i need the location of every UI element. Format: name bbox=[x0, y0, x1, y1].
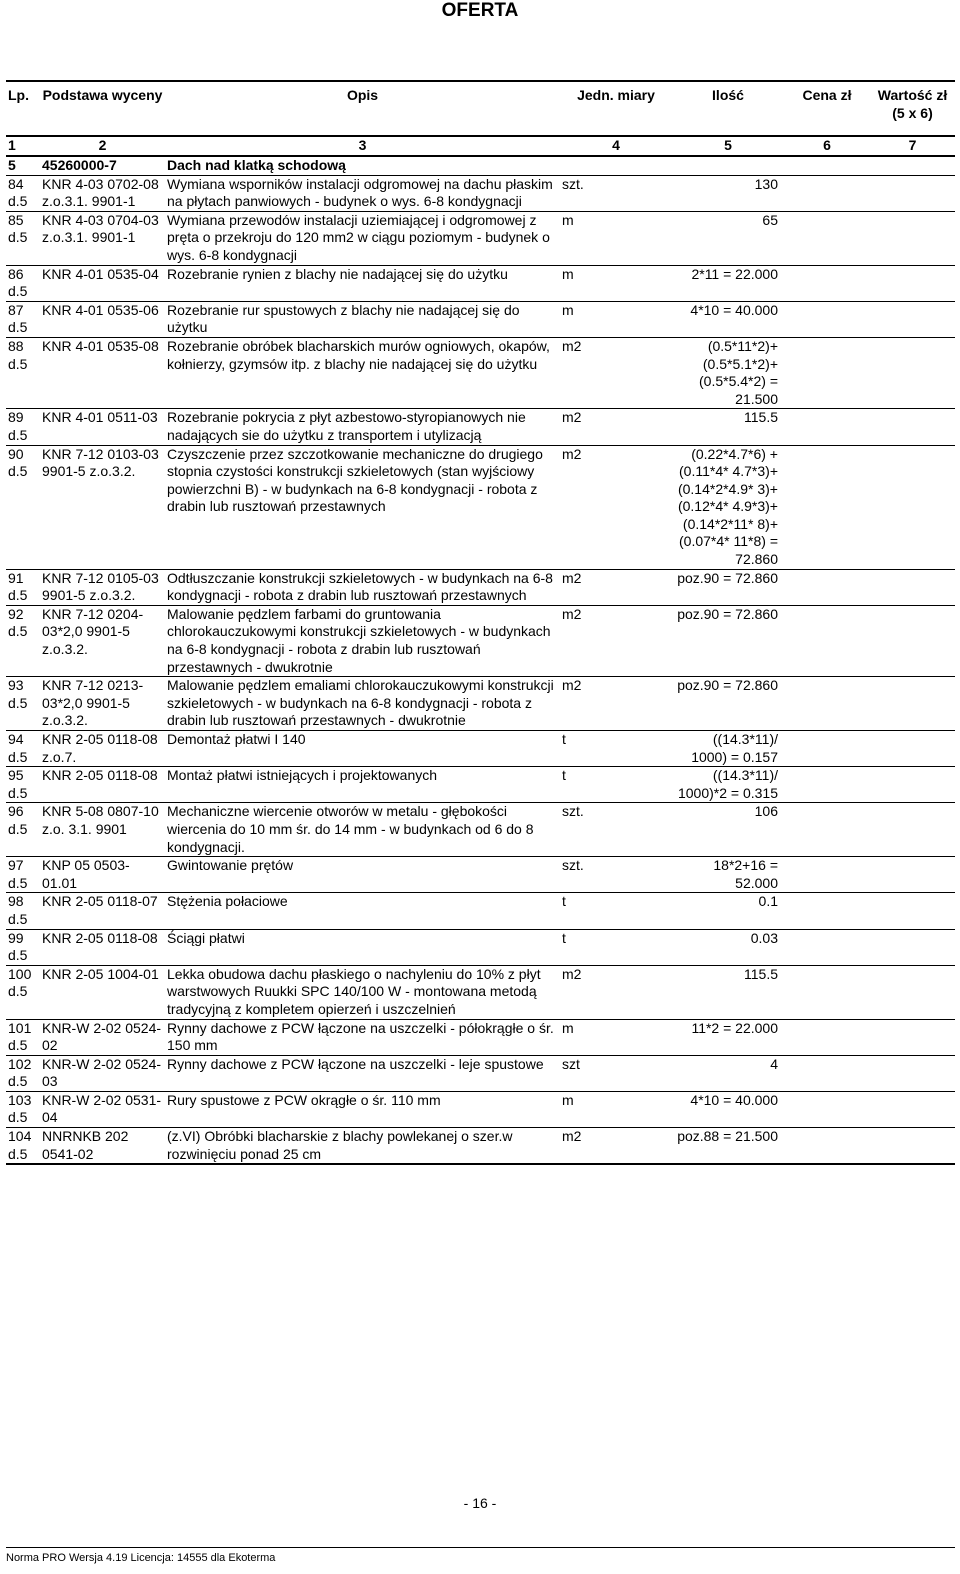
item-unit: szt. bbox=[560, 175, 672, 211]
item-basis: KNR 4-03 0704-03 z.o.3.1. 9901-1 bbox=[40, 211, 165, 265]
item-unit: szt bbox=[560, 1055, 672, 1091]
item-price bbox=[784, 175, 870, 211]
item-lp: 104 d.5 bbox=[6, 1128, 40, 1165]
item-price bbox=[784, 1055, 870, 1091]
item-value bbox=[870, 929, 955, 965]
item-value bbox=[870, 857, 955, 893]
item-lp: 97 d.5 bbox=[6, 857, 40, 893]
table-row bbox=[6, 1019, 955, 1055]
table-row bbox=[6, 301, 955, 337]
item-value bbox=[870, 569, 955, 605]
item-description: Mechaniczne wiercenie otworów w metalu - głębokości wiercenia do 10 mm śr. do 14 mm - w budynkach od 6 do 8 kondygnacji. bbox=[165, 803, 560, 857]
table-row bbox=[6, 445, 955, 569]
item-value bbox=[870, 803, 955, 857]
item-lp: 92 d.5 bbox=[6, 605, 40, 676]
item-basis: KNR 7-12 0213-03*2,0 9901-5 z.o.3.2. bbox=[40, 677, 165, 731]
item-quantity: 0.1 bbox=[672, 893, 784, 929]
item-description: Czyszczenie przez szczotkowanie mechaniczne do drugiego stopnia czystości konstrukcji szkieletowych (stan wyjściowy powierzchni B) - w budynkach na 6-8 kondygnacji - robota z drabin lub rusztowań przestawnych bbox=[165, 445, 560, 569]
item-lp: 86 d.5 bbox=[6, 265, 40, 301]
item-description: Odtłuszczanie konstrukcji szkieletowych - w budynkach na 6-8 kondygnacji - robota z drabin lub rusztowań przestawnych bbox=[165, 569, 560, 605]
col-header-unit: Jedn. miary bbox=[560, 81, 672, 136]
table-row bbox=[6, 929, 955, 965]
section-row bbox=[6, 156, 955, 175]
item-quantity: 106 bbox=[672, 803, 784, 857]
item-price bbox=[784, 265, 870, 301]
item-unit: m2 bbox=[560, 445, 672, 569]
item-price bbox=[784, 731, 870, 767]
item-quantity: 115.5 bbox=[672, 409, 784, 445]
item-description: Ściągi płatwi bbox=[165, 929, 560, 965]
item-unit: m bbox=[560, 1091, 672, 1127]
items-body bbox=[6, 175, 955, 1164]
table-row bbox=[6, 1091, 955, 1127]
footer-divider bbox=[6, 1547, 955, 1548]
item-quantity: (0.22*4.7*6) +(0.11*4* 4.7*3)+ (0.14*2*4.9* 3)+(0.12*4* 4.9*3)+ (0.14*2*11* 8)+(0.07*4* 11*8) = 72.860 bbox=[672, 445, 784, 569]
item-basis: KNR 2-05 0118-08 z.o.7. bbox=[40, 731, 165, 767]
item-description: (z.VI) Obróbki blacharskie z blachy powlekanej o szer.w rozwinięciu ponad 25 cm bbox=[165, 1128, 560, 1165]
item-quantity: 65 bbox=[672, 211, 784, 265]
index-cell: 5 bbox=[672, 136, 784, 156]
item-basis: KNR 4-01 0535-06 bbox=[40, 301, 165, 337]
item-quantity: poz.88 = 21.500 bbox=[672, 1128, 784, 1165]
item-unit: m bbox=[560, 1019, 672, 1055]
index-row bbox=[6, 136, 955, 156]
item-lp: 84 d.5 bbox=[6, 175, 40, 211]
item-lp: 94 d.5 bbox=[6, 731, 40, 767]
item-description: Rury spustowe z PCW okrągłe o śr. 110 mm bbox=[165, 1091, 560, 1127]
item-description: Lekka obudowa dachu płaskiego o nachyleniu do 10% z płyt warstwowych Ruukki SPC 140/100 W - montowana metodą tradycyjną z kompletem opierzeń i uszczelnień bbox=[165, 965, 560, 1019]
item-price bbox=[784, 337, 870, 408]
item-quantity: 2*11 = 22.000 bbox=[672, 265, 784, 301]
item-price bbox=[784, 803, 870, 857]
item-basis: KNR 4-01 0535-08 bbox=[40, 337, 165, 408]
item-basis: KNR 5-08 0807-10 z.o. 3.1. 9901 bbox=[40, 803, 165, 857]
item-lp: 95 d.5 bbox=[6, 767, 40, 803]
item-quantity: poz.90 = 72.860 bbox=[672, 605, 784, 676]
col-header-quantity: Ilość bbox=[672, 81, 784, 136]
item-price bbox=[784, 677, 870, 731]
item-unit: szt. bbox=[560, 857, 672, 893]
section-code: 45260000-7 bbox=[40, 156, 165, 175]
item-description: Gwintowanie prętów bbox=[165, 857, 560, 893]
item-basis: KNR 2-05 1004-01 bbox=[40, 965, 165, 1019]
item-unit: m2 bbox=[560, 605, 672, 676]
item-description: Rozebranie rur spustowych z blachy nie nadającej się do użytku bbox=[165, 301, 560, 337]
item-lp: 100 d.5 bbox=[6, 965, 40, 1019]
item-description: Demontaż płatwi I 140 bbox=[165, 731, 560, 767]
table-row bbox=[6, 677, 955, 731]
item-value bbox=[870, 677, 955, 731]
item-lp: 88 d.5 bbox=[6, 337, 40, 408]
item-description: Rynny dachowe z PCW łączone na uszczelki - półokrągłe o śr. 150 mm bbox=[165, 1019, 560, 1055]
item-price bbox=[784, 1091, 870, 1127]
page-number: - 16 - bbox=[463, 1495, 497, 1511]
item-price bbox=[784, 605, 870, 676]
table-row bbox=[6, 1128, 955, 1165]
item-unit: m bbox=[560, 301, 672, 337]
index-cell: 6 bbox=[784, 136, 870, 156]
item-basis: KNR 2-05 0118-08 bbox=[40, 929, 165, 965]
item-price bbox=[784, 211, 870, 265]
item-unit: m2 bbox=[560, 1128, 672, 1165]
item-value bbox=[870, 1128, 955, 1165]
document-title: OFERTA bbox=[441, 0, 519, 21]
item-price bbox=[784, 445, 870, 569]
table-row bbox=[6, 211, 955, 265]
item-unit: m bbox=[560, 265, 672, 301]
item-basis: KNR 4-01 0511-03 bbox=[40, 409, 165, 445]
item-unit: t bbox=[560, 893, 672, 929]
item-value bbox=[870, 731, 955, 767]
item-value bbox=[870, 337, 955, 408]
index-cell: 4 bbox=[560, 136, 672, 156]
item-lp: 103 d.5 bbox=[6, 1091, 40, 1127]
item-description: Malowanie pędzlem farbami do gruntowania chlorokauczukowymi konstrukcji szkieletowych - w budynkach na 6-8 kondygnacji - robota z drabin lub rusztowań przestawnych - dwukrotnie bbox=[165, 605, 560, 676]
col-header-value: Wartość zł (5 x 6) bbox=[870, 81, 955, 136]
item-price bbox=[784, 767, 870, 803]
item-value bbox=[870, 965, 955, 1019]
item-value bbox=[870, 175, 955, 211]
item-lp: 90 d.5 bbox=[6, 445, 40, 569]
footer-text: Norma PRO Wersja 4.19 Licencja: 14555 dla Ekoterma bbox=[6, 1552, 276, 1564]
offer-table bbox=[6, 80, 955, 1165]
item-value bbox=[870, 301, 955, 337]
table-row bbox=[6, 803, 955, 857]
item-description: Wymiana przewodów instalacji uziemiającej i odgromowej z pręta o przekroju do 120 mm2 w ciągu poziomym - budynek o wys. 6-8 kondygnacji bbox=[165, 211, 560, 265]
item-lp: 102 d.5 bbox=[6, 1055, 40, 1091]
item-unit: t bbox=[560, 929, 672, 965]
item-price bbox=[784, 857, 870, 893]
item-quantity: ((14.3*11)/ 1000) = 0.157 bbox=[672, 731, 784, 767]
item-lp: 89 d.5 bbox=[6, 409, 40, 445]
item-value bbox=[870, 211, 955, 265]
table-row bbox=[6, 857, 955, 893]
item-quantity: (0.5*11*2)+ (0.5*5.1*2)+ (0.5*5.4*2) = 21.500 bbox=[672, 337, 784, 408]
item-basis: KNR-W 2-02 0524-03 bbox=[40, 1055, 165, 1091]
item-description: Montaż płatwi istniejących i projektowanych bbox=[165, 767, 560, 803]
item-price bbox=[784, 929, 870, 965]
index-cell: 3 bbox=[165, 136, 560, 156]
item-quantity: 18*2+16 = 52.000 bbox=[672, 857, 784, 893]
table-row bbox=[6, 767, 955, 803]
section-number: 5 bbox=[6, 156, 40, 175]
item-unit: t bbox=[560, 731, 672, 767]
section-name: Dach nad klatką schodową bbox=[165, 156, 560, 175]
item-quantity: 0.03 bbox=[672, 929, 784, 965]
item-description: Stężenia połaciowe bbox=[165, 893, 560, 929]
item-value bbox=[870, 605, 955, 676]
item-value bbox=[870, 1055, 955, 1091]
item-price bbox=[784, 569, 870, 605]
item-basis: KNR-W 2-02 0524-02 bbox=[40, 1019, 165, 1055]
col-header-lp: Lp. bbox=[6, 81, 40, 136]
item-basis: NNRNKB 202 0541-02 bbox=[40, 1128, 165, 1165]
item-price bbox=[784, 893, 870, 929]
item-unit: szt. bbox=[560, 803, 672, 857]
item-quantity: 4*10 = 40.000 bbox=[672, 301, 784, 337]
table-row bbox=[6, 965, 955, 1019]
col-header-basis: Podstawa wyceny bbox=[40, 81, 165, 136]
item-quantity: 11*2 = 22.000 bbox=[672, 1019, 784, 1055]
item-quantity: poz.90 = 72.860 bbox=[672, 677, 784, 731]
item-basis: KNR 4-03 0702-08 z.o.3.1. 9901-1 bbox=[40, 175, 165, 211]
col-header-description: Opis bbox=[165, 81, 560, 136]
item-unit: t bbox=[560, 767, 672, 803]
table-row bbox=[6, 731, 955, 767]
item-basis: KNR 4-01 0535-04 bbox=[40, 265, 165, 301]
item-value bbox=[870, 445, 955, 569]
item-price bbox=[784, 965, 870, 1019]
item-basis: KNR-W 2-02 0531-04 bbox=[40, 1091, 165, 1127]
index-cell: 2 bbox=[40, 136, 165, 156]
col-header-price: Cena zł bbox=[784, 81, 870, 136]
table-row bbox=[6, 409, 955, 445]
item-price bbox=[784, 1019, 870, 1055]
item-quantity: poz.90 = 72.860 bbox=[672, 569, 784, 605]
table-row bbox=[6, 175, 955, 211]
item-value bbox=[870, 893, 955, 929]
table-row bbox=[6, 265, 955, 301]
index-cell: 1 bbox=[6, 136, 40, 156]
item-basis: KNR 7-12 0105-03 9901-5 z.o.3.2. bbox=[40, 569, 165, 605]
item-lp: 87 d.5 bbox=[6, 301, 40, 337]
header-row bbox=[6, 81, 955, 136]
item-price bbox=[784, 1128, 870, 1165]
item-basis: KNP 05 0503-01.01 bbox=[40, 857, 165, 893]
item-basis: KNR 7-12 0103-03 9901-5 z.o.3.2. bbox=[40, 445, 165, 569]
item-unit: m bbox=[560, 211, 672, 265]
table-row bbox=[6, 569, 955, 605]
item-unit: m2 bbox=[560, 337, 672, 408]
item-basis: KNR 2-05 0118-07 bbox=[40, 893, 165, 929]
item-value bbox=[870, 265, 955, 301]
table-row bbox=[6, 893, 955, 929]
item-value bbox=[870, 1019, 955, 1055]
item-quantity: 130 bbox=[672, 175, 784, 211]
item-quantity: 4 bbox=[672, 1055, 784, 1091]
item-description: Rynny dachowe z PCW łączone na uszczelki - leje spustowe bbox=[165, 1055, 560, 1091]
item-lp: 99 d.5 bbox=[6, 929, 40, 965]
table-row bbox=[6, 605, 955, 676]
item-price bbox=[784, 409, 870, 445]
item-price bbox=[784, 301, 870, 337]
item-lp: 85 d.5 bbox=[6, 211, 40, 265]
item-basis: KNR 2-05 0118-08 bbox=[40, 767, 165, 803]
item-description: Rozebranie pokrycia z płyt azbestowo-styropianowych nie nadających sie do użytku z transportem i utylizacją bbox=[165, 409, 560, 445]
item-lp: 101 d.5 bbox=[6, 1019, 40, 1055]
item-quantity: 115.5 bbox=[672, 965, 784, 1019]
item-quantity: ((14.3*11)/ 1000)*2 = 0.315 bbox=[672, 767, 784, 803]
item-unit: m2 bbox=[560, 965, 672, 1019]
item-value bbox=[870, 409, 955, 445]
table-row bbox=[6, 1055, 955, 1091]
item-description: Malowanie pędzlem emaliami chlorokauczukowymi konstrukcji szkieletowych - w budynkach na 6-8 kondygnacji - robota z drabin lub rusztowań przestawnych - dwukrotnie bbox=[165, 677, 560, 731]
index-cell: 7 bbox=[870, 136, 955, 156]
item-description: Rozebranie rynien z blachy nie nadającej się do użytku bbox=[165, 265, 560, 301]
item-lp: 96 d.5 bbox=[6, 803, 40, 857]
item-basis: KNR 7-12 0204-03*2,0 9901-5 z.o.3.2. bbox=[40, 605, 165, 676]
item-unit: m2 bbox=[560, 409, 672, 445]
item-lp: 93 d.5 bbox=[6, 677, 40, 731]
item-lp: 91 d.5 bbox=[6, 569, 40, 605]
item-description: Wymiana wsporników instalacji odgromowej na dachu płaskim na płytach panwiowych - budynek o wys. 6-8 kondygnacji bbox=[165, 175, 560, 211]
item-unit: m2 bbox=[560, 569, 672, 605]
item-unit: m2 bbox=[560, 677, 672, 731]
item-value bbox=[870, 1091, 955, 1127]
item-lp: 98 d.5 bbox=[6, 893, 40, 929]
item-value bbox=[870, 767, 955, 803]
item-description: Rozebranie obróbek blacharskich murów ogniowych, okapów, kołnierzy, gzymsów itp. z blachy nie nadającej się do użytku bbox=[165, 337, 560, 408]
table-row bbox=[6, 337, 955, 408]
item-quantity: 4*10 = 40.000 bbox=[672, 1091, 784, 1127]
